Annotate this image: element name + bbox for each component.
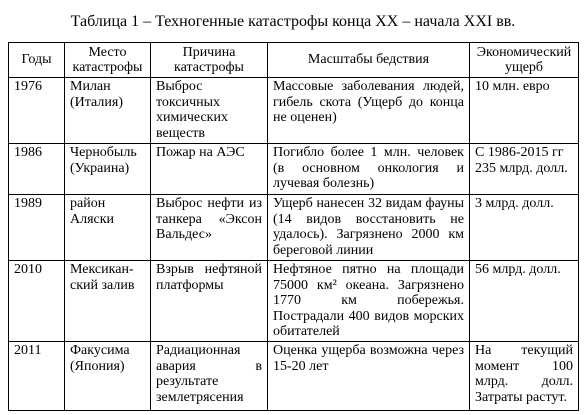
cell-scale: Оценка ущерба возможна через 15-20 лет (268, 342, 470, 411)
cell-place: Мексикан-ский залив (65, 261, 151, 342)
header-scale: Масштабы бедствия (268, 43, 470, 78)
header-place: Место катастрофы (65, 43, 151, 78)
cell-place: Милан (Италия) (65, 78, 151, 144)
cell-cause: Выброс токсичных химических веществ (151, 78, 268, 144)
table-row (9, 78, 579, 144)
cell-cause: Взрыв нефтяной платформы (151, 261, 268, 342)
cell-cause: Радиационная авария в результате землетрясения (151, 342, 268, 411)
cell-cause: Пожар на АЭС (151, 144, 268, 195)
cell-place: Факусима (Япония) (65, 342, 151, 411)
header-cause: Причина катастрофы (151, 43, 268, 78)
cell-damage: С 1986-2015 гг 235 млрд. долл. (470, 144, 579, 195)
disasters-table (8, 42, 579, 411)
cell-damage: 56 млрд. долл. (470, 261, 579, 342)
cell-scale: Нефтяное пятно на площади 75000 км² океана. Загрязнено 1770 км побережья. Пострадали 400 видов морских обитателей (268, 261, 470, 342)
cell-year: 2010 (9, 261, 65, 342)
header-damage: Экономический ущерб (470, 43, 579, 78)
cell-scale: Ущерб нанесен 32 видам фауны (14 видов восстановить не удалось). Загрязнено 2000 км береговой линии (268, 195, 470, 261)
cell-place: район Аляски (65, 195, 151, 261)
cell-scale: Массовые заболевания людей, гибель скота (Ущерб до конца не оценен) (268, 78, 470, 144)
cell-place: Чернобыль (Украина) (65, 144, 151, 195)
cell-damage: На текущий момент 100 млрд. долл. Затраты растут. (470, 342, 579, 411)
cell-year: 1989 (9, 195, 65, 261)
table-caption: Таблица 1 – Техногенные катастрофы конца XX – начала XXI вв. (70, 13, 516, 30)
table-row (9, 261, 579, 342)
cell-damage: 10 млн. евро (470, 78, 579, 144)
table-row (9, 195, 579, 261)
table-header-row (9, 43, 579, 78)
cell-year: 1976 (9, 78, 65, 144)
table-row (9, 342, 579, 411)
cell-scale: Погибло более 1 млн. человек (в основном онкология и лучевая болезнь) (268, 144, 470, 195)
cell-year: 1986 (9, 144, 65, 195)
header-year: Годы (9, 43, 65, 78)
cell-cause: Выброс нефти из танкера «Эксон Вальдес» (151, 195, 268, 261)
cell-damage: 3 млрд. долл. (470, 195, 579, 261)
table-row (9, 144, 579, 195)
cell-year: 2011 (9, 342, 65, 411)
